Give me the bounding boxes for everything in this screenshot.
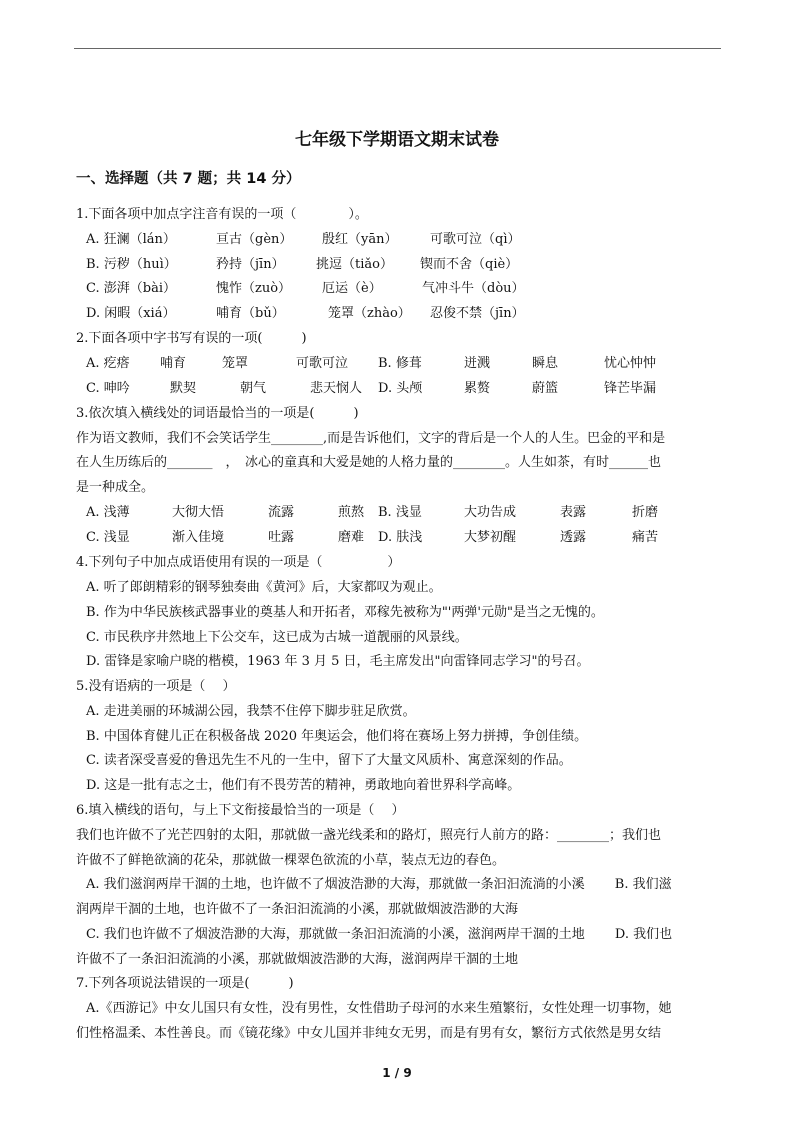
- q4-option: C. 市民秩序井然地上下公交车，这已成为古城一道靓丽的风景线。: [86, 630, 468, 645]
- q3-option: 煎熬: [338, 505, 365, 520]
- q2-option: 迸溅: [464, 356, 491, 371]
- q1-option: 哺育（bǔ）: [216, 306, 285, 321]
- q3-option: C. 浅显: [86, 530, 130, 545]
- q3-option: 大梦初醒: [464, 530, 517, 545]
- q1-option: 矜持（jīn）: [216, 257, 285, 272]
- q3-option: 透露: [560, 530, 587, 545]
- q3-option: 表露: [560, 505, 587, 520]
- question-1-stem: 1.下面各项中加点字注音有误的一项（ ）。: [76, 207, 368, 222]
- q3-option: A. 浅薄: [86, 505, 130, 520]
- q3-option: 折磨: [632, 505, 659, 520]
- q1-option: C. 澎湃（bài）: [86, 281, 176, 296]
- page-title: 七年级下学期语文期末试卷: [295, 130, 499, 150]
- q5-option: C. 读者深受喜爱的鲁迅先生不凡的一生中，留下了大量文风质朴、寓意深刻的作品。: [86, 753, 572, 768]
- q1-option: 挑逗（tiǎo）: [316, 257, 393, 272]
- page-number: 1 / 9: [382, 1066, 412, 1080]
- q1-option: B. 污秽（huì）: [86, 257, 177, 272]
- q2-option: 蔚篮: [532, 381, 559, 396]
- q3-option: 渐入佳境: [172, 530, 225, 545]
- q3-option: 磨难: [338, 530, 365, 545]
- q3-option: D. 肤浅: [378, 530, 423, 545]
- q5-option: A. 走进美丽的环城湖公园，我禁不住停下脚步驻足欣赏。: [86, 704, 416, 719]
- q5-option: B. 中国体育健儿正在积极备战 2020 年奥运会，他们将在赛场上努力拼搏，争创佳绩。: [86, 729, 588, 744]
- q6-option-line: 润两岸干涸的土地，也许做不了一条汩汩流淌的小溪，那就做烟波浩渺的大海: [76, 902, 519, 917]
- q1-option: 厄运（è）: [322, 281, 382, 296]
- q3-passage-line: 是一种成全。: [76, 480, 155, 495]
- q2-option: D. 头颅: [378, 381, 423, 396]
- q1-option: 锲而不舍（qiè）: [420, 257, 519, 272]
- q3-option: 流露: [268, 505, 295, 520]
- q2-option: 哺育: [160, 356, 187, 371]
- question-3-stem: 3.依次填入横线处的词语最恰当的一项是( ): [76, 406, 359, 421]
- q1-option: A. 狂澜（lán）: [86, 232, 176, 247]
- question-2-stem: 2.下面各项中字书写有误的一项( ): [76, 331, 307, 346]
- q2-option: 瞬息: [532, 356, 559, 371]
- q1-option: D. 闲暇（xiá）: [86, 306, 176, 321]
- q1-option: 气冲斗牛（dòu）: [422, 281, 525, 296]
- question-5-stem: 5.没有语病的一项是（ ）: [76, 679, 236, 694]
- q3-option: 大功告成: [464, 505, 517, 520]
- q2-option: A. 疙瘩: [86, 356, 130, 371]
- question-6-stem: 6.填入横线的语句，与上下文衔接最恰当的一项是（ ）: [76, 803, 405, 818]
- q2-option: 忧心忡忡: [604, 356, 657, 371]
- q4-option: A. 听了郎朗精彩的钢琴独奏曲《黄河》后，大家都叹为观止。: [86, 580, 442, 595]
- question-7-stem: 7.下列各项说法错误的一项是( ): [76, 976, 294, 991]
- q3-passage-line: 在人生历练后的_______ ， 冰心的童真和大爱是她的人格力量的________。人生如茶，有时______也: [76, 455, 662, 470]
- question-4-stem: 4.下列句子中加点成语使用有误的一项是（ ）: [76, 555, 401, 570]
- q2-option: 笼罩: [222, 356, 249, 371]
- q4-option: D. 雷锋是家喻户晓的楷模，1963 年 3 月 5 日，毛主席发出"向雷锋同志学习"的号召。: [86, 654, 590, 669]
- q1-option: 愧怍（zuò）: [216, 281, 292, 296]
- q3-option: 痛苦: [632, 530, 659, 545]
- q7-option-line: 们性格温柔、本性善良。而《镜花缘》中女儿国并非纯女无男，而是有男有女，繁衍方式依然是男女结: [76, 1026, 662, 1041]
- q2-option: C. 呻吟: [86, 381, 130, 396]
- q6-passage-line: 许做不了鲜艳欲滴的花朵，那就做一棵翠色欲流的小草，装点无边的春色。: [76, 853, 506, 868]
- q3-option: B. 浅显: [378, 505, 422, 520]
- q3-passage-line: 作为语文教师，我们不会笑话学生________,而是告诉他们，文字的背后是一个人的人生。巴金的平和是: [76, 431, 666, 446]
- q3-option: 大彻大悟: [172, 505, 225, 520]
- section-heading: 一、选择题（共 7 题；共 14 分）: [76, 171, 301, 187]
- q2-option: 悲天悯人: [310, 381, 363, 396]
- q6-passage-line: 我们也许做不了光芒四射的太阳，那就做一盏光线柔和的路灯，照亮行人前方的路：________；我们也: [76, 828, 662, 843]
- q6-option-line: 许做不了一条汩汩流淌的小溪，那就做烟波浩渺的大海，滋润两岸干涸的土地: [76, 952, 519, 967]
- q2-option: 朝气: [240, 381, 267, 396]
- q1-option: 可歌可泣（qì）: [430, 232, 521, 247]
- q6-option-line: A. 我们滋润两岸干涸的土地，也许做不了烟波浩渺的大海，那就做一条汩汩流淌的小溪 B. 我们滋: [86, 877, 672, 892]
- q4-option: B. 作为中华民族核武器事业的奠基人和开拓者，邓稼先被称为"'两弹'元勋"是当之无愧的。: [86, 605, 604, 620]
- q3-option: 吐露: [268, 530, 295, 545]
- header-rule: [74, 48, 721, 49]
- q2-option: 默契: [170, 381, 197, 396]
- q5-option: D. 这是一批有志之士，他们有不畏劳苦的精神，勇敢地向着世界科学高峰。: [86, 778, 521, 793]
- q1-option: 笼罩（zhào）: [328, 306, 411, 321]
- q2-option: B. 修葺: [378, 356, 422, 371]
- q1-option: 亘古（gèn）: [216, 232, 293, 247]
- q2-option: 累赘: [464, 381, 491, 396]
- q7-option-line: A.《西游记》中女儿国只有女性，没有男性，女性借助子母河的水来生殖繁衍，女性处理一切事物，她: [86, 1001, 672, 1016]
- q6-option-line: C. 我们也许做不了烟波浩渺的大海，那就做一条汩汩流淌的小溪，滋润两岸干涸的土地 D. 我们也: [86, 927, 673, 942]
- q1-option: 殷红（yān）: [322, 232, 398, 247]
- q2-option: 可歌可泣: [296, 356, 349, 371]
- q2-option: 锋芒毕漏: [604, 381, 657, 396]
- q1-option: 忍俊不禁（jīn）: [430, 306, 525, 321]
